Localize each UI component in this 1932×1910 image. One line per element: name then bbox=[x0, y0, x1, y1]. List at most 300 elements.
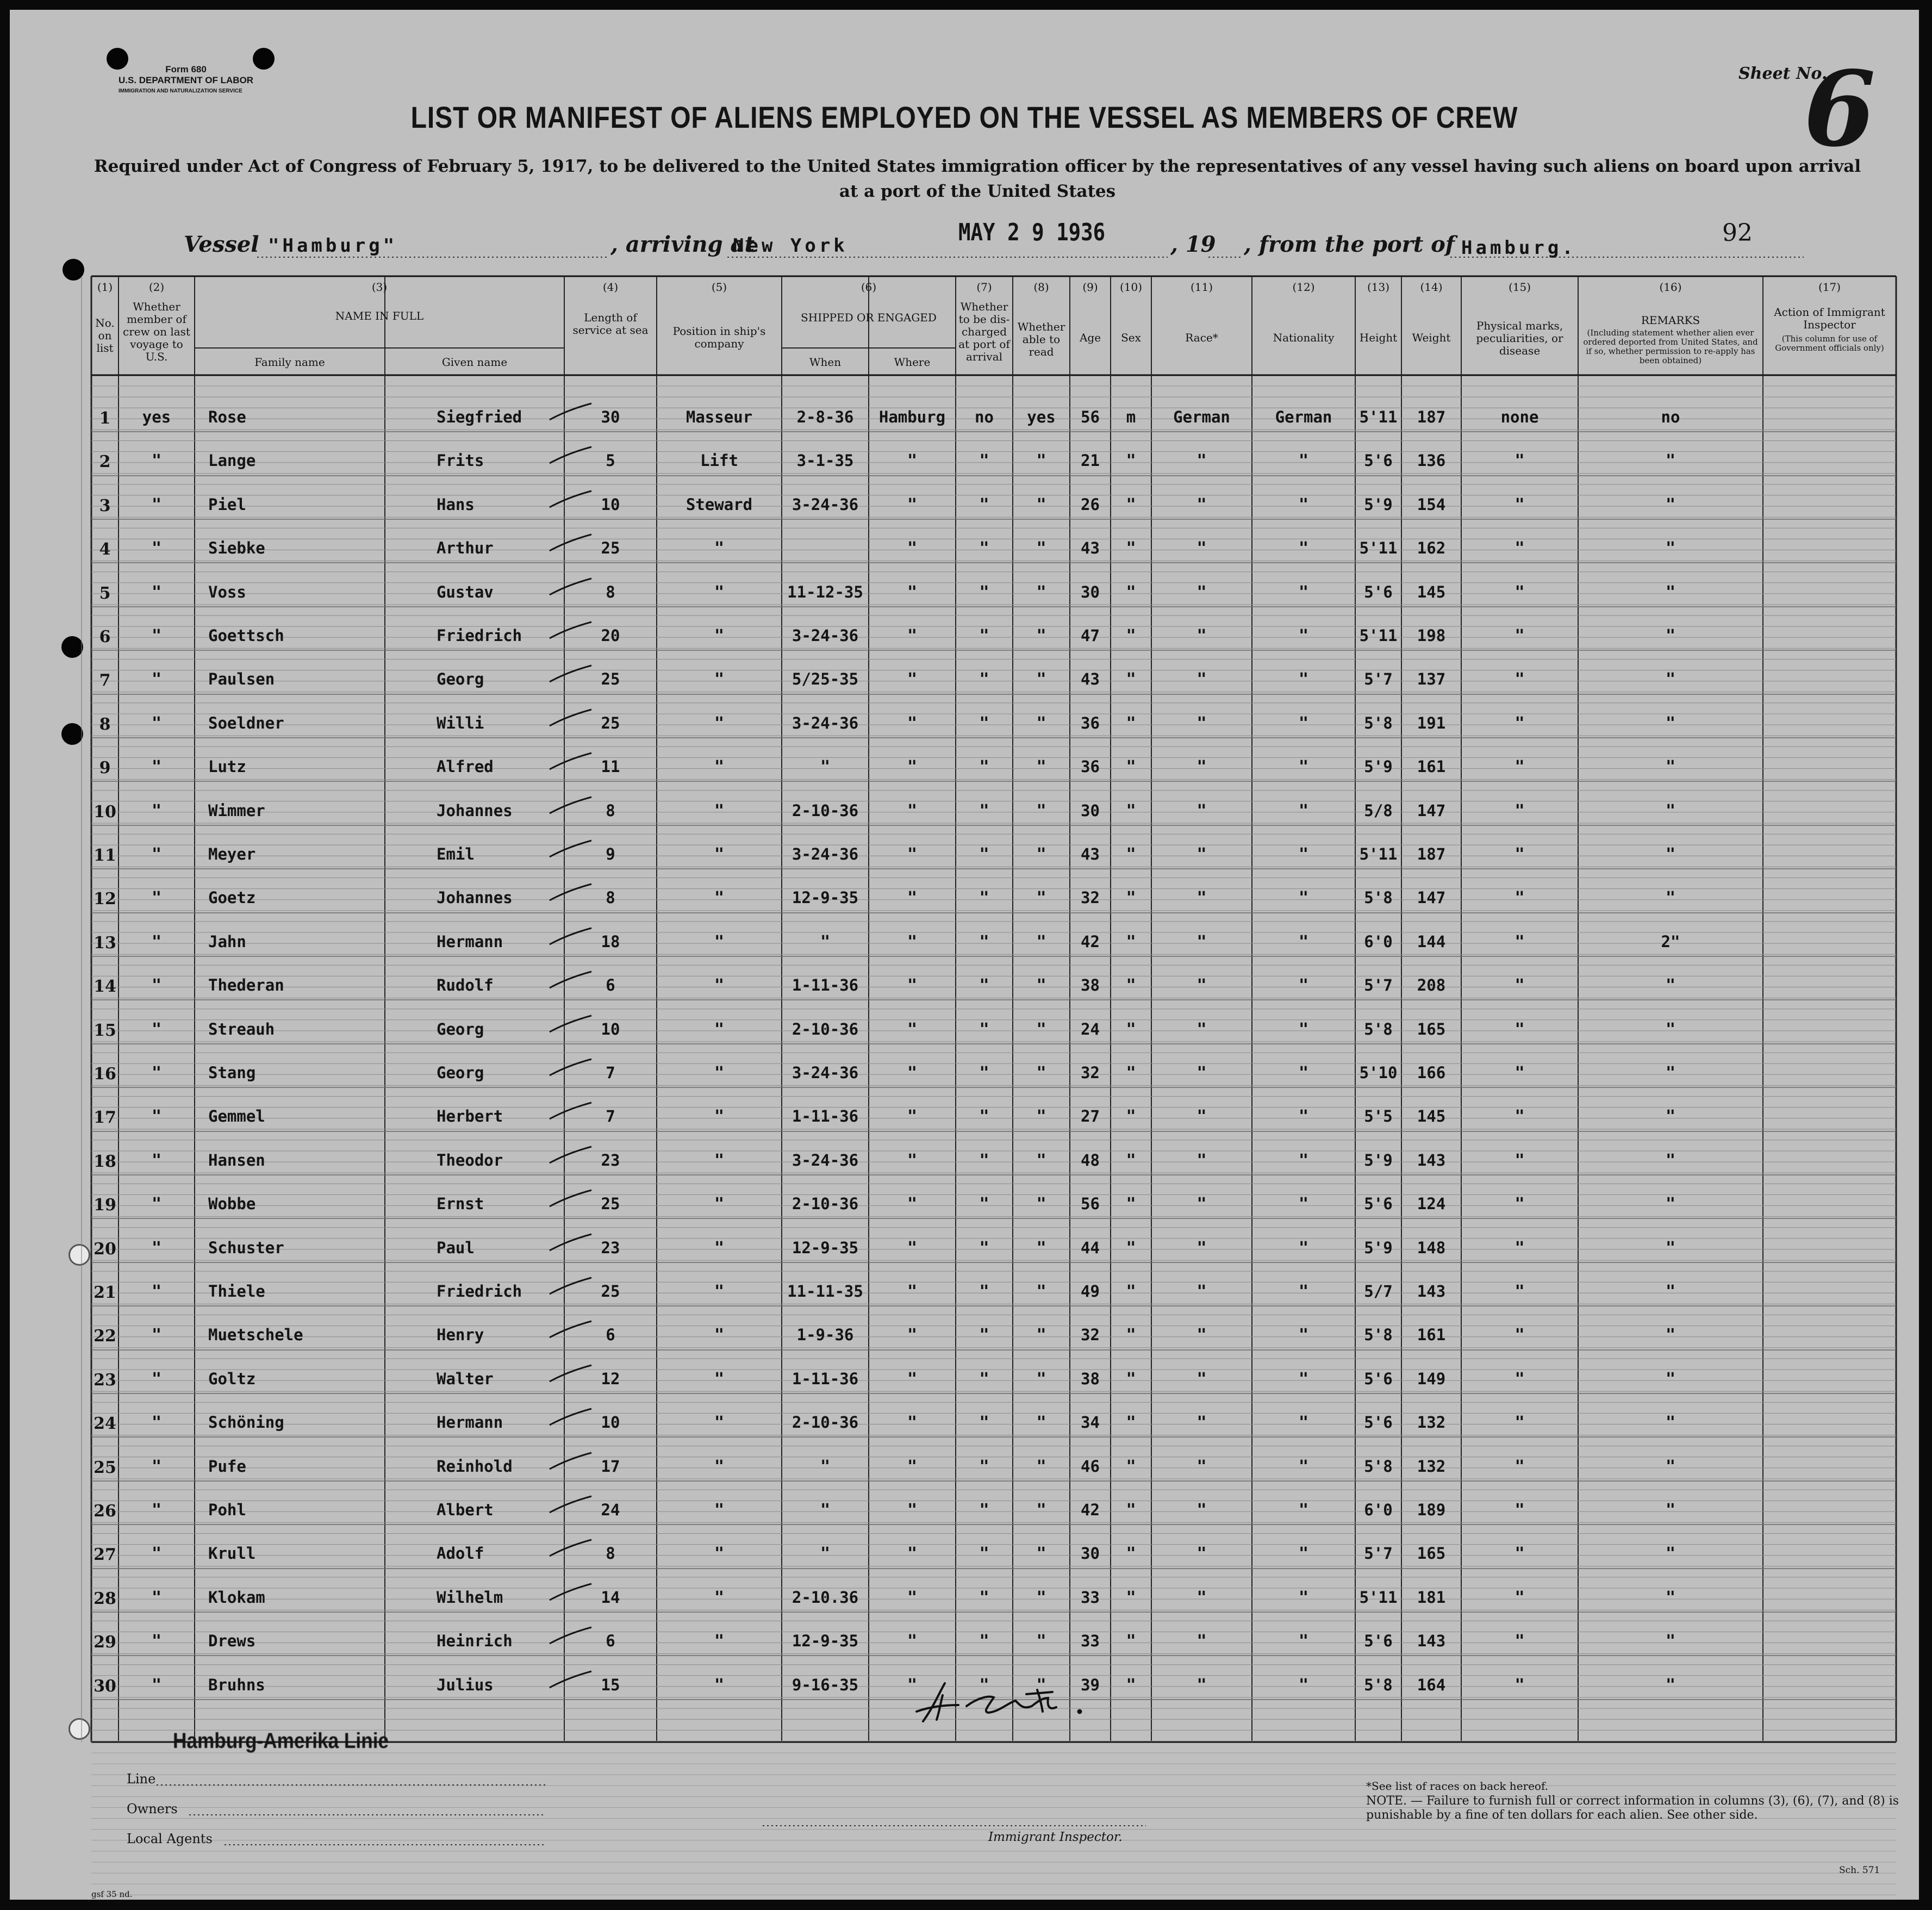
tally-mark bbox=[545, 1057, 594, 1079]
cell-remarks: " bbox=[1665, 583, 1676, 602]
cell-given: Friedrich bbox=[437, 1282, 522, 1301]
subtitle-line: at a port of the United States bbox=[839, 182, 1116, 201]
cell-sex: " bbox=[1126, 714, 1136, 733]
row-number: 29 bbox=[94, 1633, 116, 1652]
cell-physical: " bbox=[1515, 976, 1525, 995]
cell-where: " bbox=[907, 1632, 918, 1651]
cell-race: " bbox=[1196, 1413, 1207, 1432]
cell-age: 56 bbox=[1081, 408, 1100, 426]
cell-read: " bbox=[1036, 1676, 1046, 1695]
cell-weight: 148 bbox=[1417, 1239, 1446, 1257]
cell-height: 6'0 bbox=[1364, 1501, 1393, 1519]
cell-read: " bbox=[1036, 845, 1046, 864]
cell-remarks: " bbox=[1665, 1194, 1676, 1214]
cell-physical: " bbox=[1515, 626, 1525, 645]
cell-when: 3-24-36 bbox=[792, 845, 859, 863]
cell-weight: 132 bbox=[1417, 1457, 1446, 1476]
header-remarks-note: (Including statement whether alien ever ordered deported from United States, and if so, whether permission to re-apply has been obtained) bbox=[1583, 328, 1758, 365]
cell-service: 23 bbox=[601, 1151, 620, 1169]
cell-discharged: " bbox=[979, 757, 989, 776]
cell-family: Goetz bbox=[208, 888, 256, 907]
cell-position: Masseur bbox=[685, 408, 753, 426]
row-number: 11 bbox=[94, 846, 116, 865]
arriving-port: New York bbox=[733, 235, 848, 257]
cell-read: " bbox=[1036, 1020, 1046, 1039]
cell-remarks: " bbox=[1665, 1107, 1676, 1126]
cell-member: " bbox=[151, 495, 162, 514]
cell-race: " bbox=[1196, 714, 1207, 733]
cell-physical: " bbox=[1515, 1020, 1525, 1039]
cell-remarks: " bbox=[1665, 1239, 1676, 1258]
column-number: (7) bbox=[976, 281, 992, 294]
cell-member: " bbox=[151, 801, 162, 820]
cell-race: " bbox=[1196, 626, 1207, 645]
header-action-inspector: Action of Immigrant Inspector bbox=[1774, 306, 1885, 331]
cell-given: Wilhelm bbox=[437, 1588, 503, 1607]
cell-service: 8 bbox=[606, 888, 615, 907]
cell-service: 5 bbox=[606, 451, 615, 470]
cell-physical: " bbox=[1515, 1457, 1525, 1476]
cell-family: Stang bbox=[208, 1063, 256, 1082]
cell-given: Johannes bbox=[437, 888, 513, 907]
cell-height: 5'11 bbox=[1359, 845, 1398, 863]
cell-remarks: " bbox=[1665, 714, 1676, 733]
cell-nationality: " bbox=[1298, 1282, 1309, 1301]
cell-weight: 166 bbox=[1417, 1063, 1446, 1082]
cell-service: 30 bbox=[601, 408, 620, 426]
cell-family: Rose bbox=[208, 408, 246, 426]
cell-member: " bbox=[151, 1676, 162, 1695]
cell-read: " bbox=[1036, 1239, 1046, 1258]
cell-discharged: " bbox=[979, 888, 989, 907]
penalty-note: NOTE. — Failure to furnish full or correct information in columns (3), (6), (7), and (8) is punishable by a fine of ten dollars for each alien. See other side. bbox=[1366, 1794, 1899, 1822]
cell-remarks: " bbox=[1665, 451, 1676, 470]
year-label: , 19 bbox=[1170, 232, 1216, 257]
cell-remarks: " bbox=[1665, 539, 1676, 558]
cell-service: 15 bbox=[601, 1676, 620, 1694]
cell-family: Pohl bbox=[208, 1501, 246, 1519]
cell-service: 8 bbox=[606, 583, 615, 601]
header-physical-marks: Physical marks, peculiarities, or disease bbox=[1476, 319, 1563, 357]
cell-discharged: " bbox=[979, 670, 989, 689]
cell-service: 9 bbox=[606, 845, 615, 863]
tally-mark bbox=[545, 445, 594, 466]
tally-mark bbox=[545, 707, 594, 729]
cell-height: 5'6 bbox=[1364, 1194, 1393, 1213]
cell-discharged: " bbox=[979, 1413, 989, 1432]
immigrant-inspector-label: Immigrant Inspector. bbox=[988, 1830, 1123, 1844]
cell-race: " bbox=[1196, 539, 1207, 558]
cell-discharged: " bbox=[979, 1107, 989, 1126]
cell-family: Voss bbox=[208, 583, 246, 601]
cell-position: " bbox=[714, 801, 725, 820]
cell-where: " bbox=[907, 495, 918, 514]
cell-position: " bbox=[714, 932, 725, 951]
cell-position: Steward bbox=[685, 495, 753, 514]
cell-height: 5'7 bbox=[1364, 1544, 1393, 1563]
cell-physical: " bbox=[1515, 1676, 1525, 1695]
cell-where: " bbox=[907, 714, 918, 733]
cell-race: " bbox=[1196, 888, 1207, 907]
cell-discharged: " bbox=[979, 976, 989, 995]
cell-member: " bbox=[151, 1239, 162, 1258]
cell-position: " bbox=[714, 1063, 725, 1082]
cell-weight: 165 bbox=[1417, 1020, 1446, 1038]
cell-nationality: " bbox=[1298, 845, 1309, 864]
cell-when: 2-10-36 bbox=[792, 1194, 859, 1213]
cell-member: " bbox=[151, 583, 162, 602]
row-number: 2 bbox=[99, 452, 111, 471]
row-number: 26 bbox=[94, 1502, 116, 1521]
cell-sex: " bbox=[1126, 1457, 1136, 1476]
cell-discharged: " bbox=[979, 1632, 989, 1651]
column-number: (11) bbox=[1190, 281, 1213, 294]
cell-family: Krull bbox=[208, 1544, 256, 1563]
tally-mark bbox=[545, 1407, 594, 1428]
tally-mark bbox=[545, 1276, 594, 1297]
cell-position: " bbox=[714, 1676, 725, 1695]
cell-weight: 181 bbox=[1417, 1588, 1446, 1607]
cell-race: " bbox=[1196, 1501, 1207, 1520]
cell-family: Thiele bbox=[208, 1282, 265, 1301]
cell-position: " bbox=[714, 1588, 725, 1607]
tally-mark bbox=[545, 751, 594, 773]
cell-remarks: " bbox=[1665, 1063, 1676, 1082]
cell-race: " bbox=[1196, 1544, 1207, 1563]
cell-discharged: " bbox=[979, 539, 989, 558]
cell-physical: " bbox=[1515, 1282, 1525, 1301]
cell-sex: " bbox=[1126, 888, 1136, 907]
cell-read: " bbox=[1036, 932, 1046, 951]
cell-family: Hansen bbox=[208, 1151, 265, 1169]
cell-weight: 147 bbox=[1417, 801, 1446, 820]
cell-weight: 143 bbox=[1417, 1282, 1446, 1301]
cell-sex: " bbox=[1126, 932, 1136, 951]
sheet-number-label: Sheet No. bbox=[1738, 64, 1828, 83]
cell-race: " bbox=[1196, 583, 1207, 602]
cell-discharged: " bbox=[979, 495, 989, 514]
cell-age: 32 bbox=[1081, 1063, 1100, 1082]
cell-member: " bbox=[151, 1282, 162, 1301]
cell-family: Wobbe bbox=[208, 1194, 256, 1213]
cell-given: Georg bbox=[437, 670, 484, 688]
cell-age: 43 bbox=[1081, 539, 1100, 557]
header-name-in-full: NAME IN FULL bbox=[335, 309, 424, 322]
vessel-name: "Hamburg" bbox=[268, 235, 398, 257]
cell-discharged: " bbox=[979, 1457, 989, 1476]
cell-where: " bbox=[907, 845, 918, 864]
cell-remarks: " bbox=[1665, 1326, 1676, 1345]
cell-height: 5'9 bbox=[1364, 757, 1393, 776]
cell-height: 6'0 bbox=[1364, 932, 1393, 951]
cell-given: Alfred bbox=[437, 757, 494, 776]
page-title: LIST OR MANIFEST OF ALIENS EMPLOYED ON THE VESSEL AS MEMBERS OF CREW bbox=[410, 100, 1518, 134]
cell-read: " bbox=[1036, 976, 1046, 995]
tally-mark bbox=[545, 620, 594, 642]
cell-nationality: " bbox=[1298, 1063, 1309, 1082]
row-number: 30 bbox=[94, 1677, 116, 1696]
cell-weight: 189 bbox=[1417, 1501, 1446, 1519]
cell-when: 3-24-36 bbox=[792, 714, 859, 732]
service-name: IMMIGRATION AND NATURALIZATION SERVICE bbox=[119, 88, 242, 94]
cell-member: " bbox=[151, 714, 162, 733]
cell-where: " bbox=[907, 626, 918, 645]
cell-member: " bbox=[151, 1107, 162, 1126]
cell-height: 5'6 bbox=[1364, 1413, 1393, 1432]
cell-weight: 191 bbox=[1417, 714, 1446, 732]
cell-sex: " bbox=[1126, 1239, 1136, 1258]
cell-read: " bbox=[1036, 1370, 1046, 1389]
tally-mark bbox=[545, 532, 594, 554]
cell-member: " bbox=[151, 976, 162, 995]
cell-age: 36 bbox=[1081, 757, 1100, 776]
tally-mark bbox=[545, 795, 594, 817]
cell-race: " bbox=[1196, 1588, 1207, 1607]
cell-given: Heinrich bbox=[437, 1632, 513, 1650]
cell-age: 30 bbox=[1081, 583, 1100, 601]
cell-weight: 164 bbox=[1417, 1676, 1446, 1694]
manifest-sheet bbox=[10, 10, 1919, 1900]
cell-age: 38 bbox=[1081, 1370, 1100, 1388]
cell-position: " bbox=[714, 1326, 725, 1345]
column-number: (16) bbox=[1659, 281, 1682, 294]
cell-sex: " bbox=[1126, 670, 1136, 689]
cell-nationality: " bbox=[1298, 1676, 1309, 1695]
line-stamp: Hamburg-Amerika Linie bbox=[173, 1729, 389, 1753]
cell-physical: " bbox=[1515, 757, 1525, 776]
cell-service: 25 bbox=[601, 714, 620, 732]
cell-discharged: " bbox=[979, 714, 989, 733]
cell-nationality: " bbox=[1298, 757, 1309, 776]
cell-read: " bbox=[1036, 1588, 1046, 1607]
cell-physical: none bbox=[1500, 408, 1539, 426]
cell-position: " bbox=[714, 1632, 725, 1651]
cell-remarks: " bbox=[1665, 1544, 1676, 1563]
cell-position: " bbox=[714, 1457, 725, 1476]
cell-read: " bbox=[1036, 1544, 1046, 1563]
cell-position: " bbox=[714, 1239, 725, 1258]
tally-mark bbox=[545, 1013, 594, 1035]
cell-given: Gustav bbox=[437, 583, 494, 601]
cell-remarks: " bbox=[1665, 976, 1676, 995]
cell-sex: " bbox=[1126, 1326, 1136, 1345]
cell-where: " bbox=[907, 1107, 918, 1126]
cell-read: " bbox=[1036, 757, 1046, 776]
tally-mark bbox=[545, 401, 594, 423]
column-number: (5) bbox=[711, 281, 727, 294]
cell-position: " bbox=[714, 1020, 725, 1039]
cell-nationality: " bbox=[1298, 801, 1309, 820]
cell-discharged: " bbox=[979, 1151, 989, 1170]
cell-weight: 137 bbox=[1417, 670, 1446, 688]
cell-position: " bbox=[714, 626, 725, 645]
cell-when: 3-1-35 bbox=[796, 451, 854, 470]
cell-nationality: " bbox=[1298, 495, 1309, 514]
cell-read: " bbox=[1036, 1632, 1046, 1651]
cell-height: 5'8 bbox=[1364, 1457, 1393, 1476]
column-number: (1) bbox=[97, 281, 113, 294]
cell-race: " bbox=[1196, 451, 1207, 470]
column-number: (15) bbox=[1508, 281, 1531, 294]
cell-height: 5'8 bbox=[1364, 714, 1393, 732]
header-action-note: (This column for use of Government officials only) bbox=[1775, 334, 1884, 353]
cell-family: Goettsch bbox=[208, 626, 284, 645]
from-port: Hamburg. bbox=[1461, 237, 1576, 259]
cell-remarks: " bbox=[1665, 845, 1676, 864]
cell-remarks: " bbox=[1665, 495, 1676, 514]
cell-race: " bbox=[1196, 932, 1207, 951]
cell-service: 11 bbox=[601, 757, 620, 776]
cell-race: " bbox=[1196, 1632, 1207, 1651]
cell-position: " bbox=[714, 714, 725, 733]
cell-sex: " bbox=[1126, 1632, 1136, 1651]
row-number: 15 bbox=[94, 1021, 116, 1040]
cell-race: " bbox=[1196, 801, 1207, 820]
department: U.S. DEPARTMENT OF LABOR bbox=[119, 75, 254, 85]
cell-sex: " bbox=[1126, 757, 1136, 776]
header-shipped-engaged: SHIPPED OR ENGAGED bbox=[801, 311, 937, 324]
cell-sex: " bbox=[1126, 801, 1136, 820]
cell-nationality: " bbox=[1298, 1151, 1309, 1170]
tally-mark bbox=[545, 882, 594, 904]
cell-age: 43 bbox=[1081, 670, 1100, 688]
cell-discharged: " bbox=[979, 1588, 989, 1607]
cell-given: Adolf bbox=[437, 1544, 484, 1563]
cell-when: 11-11-35 bbox=[787, 1282, 863, 1301]
cell-weight: 162 bbox=[1417, 539, 1446, 557]
cell-service: 18 bbox=[601, 932, 620, 951]
cell-member: " bbox=[151, 1194, 162, 1214]
cell-weight: 144 bbox=[1417, 932, 1446, 951]
cell-where: " bbox=[907, 1063, 918, 1082]
cell-service: 8 bbox=[606, 1544, 615, 1563]
cell-sex: " bbox=[1126, 451, 1136, 470]
cell-service: 23 bbox=[601, 1239, 620, 1257]
row-number: 17 bbox=[94, 1108, 116, 1127]
cell-read: " bbox=[1036, 583, 1046, 602]
cell-when: 2-10-36 bbox=[792, 1020, 859, 1038]
cell-given: Ernst bbox=[437, 1194, 484, 1213]
column-number: (14) bbox=[1420, 281, 1443, 294]
cell-age: 27 bbox=[1081, 1107, 1100, 1125]
row-number: 19 bbox=[94, 1196, 116, 1215]
vessel-label: Vessel bbox=[184, 232, 259, 257]
cell-member: " bbox=[151, 757, 162, 776]
cell-family: Streauh bbox=[208, 1020, 275, 1038]
cell-read: " bbox=[1036, 1413, 1046, 1432]
cell-remarks: " bbox=[1665, 1501, 1676, 1520]
arriving-label: , arriving at bbox=[610, 232, 755, 257]
cell-weight: 136 bbox=[1417, 451, 1446, 470]
cell-discharged: " bbox=[979, 845, 989, 864]
header-race: Race* bbox=[1185, 331, 1218, 344]
cell-age: 39 bbox=[1081, 1676, 1100, 1694]
cell-nationality: " bbox=[1298, 1020, 1309, 1039]
cell-nationality: " bbox=[1298, 932, 1309, 951]
cell-where: " bbox=[907, 1457, 918, 1476]
cell-family: Paulsen bbox=[208, 670, 275, 688]
row-number: 28 bbox=[94, 1589, 116, 1608]
cell-race: " bbox=[1196, 1151, 1207, 1170]
tally-mark bbox=[545, 1451, 594, 1472]
cell-service: 14 bbox=[601, 1588, 620, 1607]
cell-where: " bbox=[907, 1151, 918, 1170]
cell-discharged: " bbox=[979, 932, 989, 951]
cell-sex: " bbox=[1126, 1370, 1136, 1389]
row-number: 7 bbox=[99, 671, 111, 690]
cell-given: Georg bbox=[437, 1063, 484, 1082]
cell-member: " bbox=[151, 451, 162, 470]
cell-member: " bbox=[151, 1020, 162, 1039]
row-number: 14 bbox=[94, 977, 116, 996]
header-weight: Weight bbox=[1412, 331, 1451, 344]
cell-sex: " bbox=[1126, 495, 1136, 514]
cell-sex: " bbox=[1126, 1194, 1136, 1214]
row-number: 9 bbox=[99, 758, 111, 777]
cell-when: 3-24-36 bbox=[792, 1151, 859, 1169]
header-age: Age bbox=[1079, 331, 1101, 344]
cell-when: " bbox=[820, 1457, 831, 1476]
form-number: Form 680 bbox=[165, 64, 207, 74]
cell-service: 24 bbox=[601, 1501, 620, 1519]
row-number: 10 bbox=[94, 802, 116, 822]
cell-where: " bbox=[907, 1194, 918, 1214]
cell-physical: " bbox=[1515, 1501, 1525, 1520]
cell-nationality: " bbox=[1298, 670, 1309, 689]
cell-family: Thederan bbox=[208, 976, 284, 994]
cell-nationality: " bbox=[1298, 1457, 1309, 1476]
cell-height: 5'6 bbox=[1364, 1632, 1393, 1650]
cell-discharged: " bbox=[979, 1282, 989, 1301]
cell-where: " bbox=[907, 670, 918, 689]
cell-weight: 187 bbox=[1417, 845, 1446, 863]
cell-where: " bbox=[907, 1676, 918, 1695]
cell-where: " bbox=[907, 1588, 918, 1607]
cell-where: " bbox=[907, 1239, 918, 1258]
cell-weight: 208 bbox=[1417, 976, 1446, 994]
cell-discharged: " bbox=[979, 626, 989, 645]
column-number: (3) bbox=[371, 281, 388, 294]
cell-read: " bbox=[1036, 670, 1046, 689]
row-number: 4 bbox=[99, 540, 111, 559]
cell-where: " bbox=[907, 1370, 918, 1389]
cell-nationality: German bbox=[1275, 408, 1332, 426]
cell-family: Jahn bbox=[208, 932, 246, 951]
row-number: 24 bbox=[94, 1414, 116, 1433]
row-number: 23 bbox=[94, 1371, 116, 1390]
row-number: 18 bbox=[94, 1152, 116, 1171]
cell-discharged: " bbox=[979, 801, 989, 820]
tally-mark bbox=[545, 1669, 594, 1691]
cell-read: " bbox=[1036, 1194, 1046, 1214]
cell-race: " bbox=[1196, 976, 1207, 995]
cell-height: 5'11 bbox=[1359, 408, 1398, 426]
line-label: Line bbox=[127, 1771, 156, 1787]
cell-height: 5'9 bbox=[1364, 1151, 1393, 1169]
cell-given: Reinhold bbox=[437, 1457, 513, 1476]
cell-discharged: " bbox=[979, 1239, 989, 1258]
cell-service: 25 bbox=[601, 539, 620, 557]
cell-discharged: " bbox=[979, 1501, 989, 1520]
cell-nationality: " bbox=[1298, 714, 1309, 733]
cell-race: " bbox=[1196, 1370, 1207, 1389]
cell-member: " bbox=[151, 1326, 162, 1345]
cell-service: 25 bbox=[601, 670, 620, 688]
cell-read: " bbox=[1036, 1326, 1046, 1345]
cell-remarks: " bbox=[1665, 888, 1676, 907]
cell-weight: 187 bbox=[1417, 408, 1446, 426]
cell-remarks: " bbox=[1665, 757, 1676, 776]
